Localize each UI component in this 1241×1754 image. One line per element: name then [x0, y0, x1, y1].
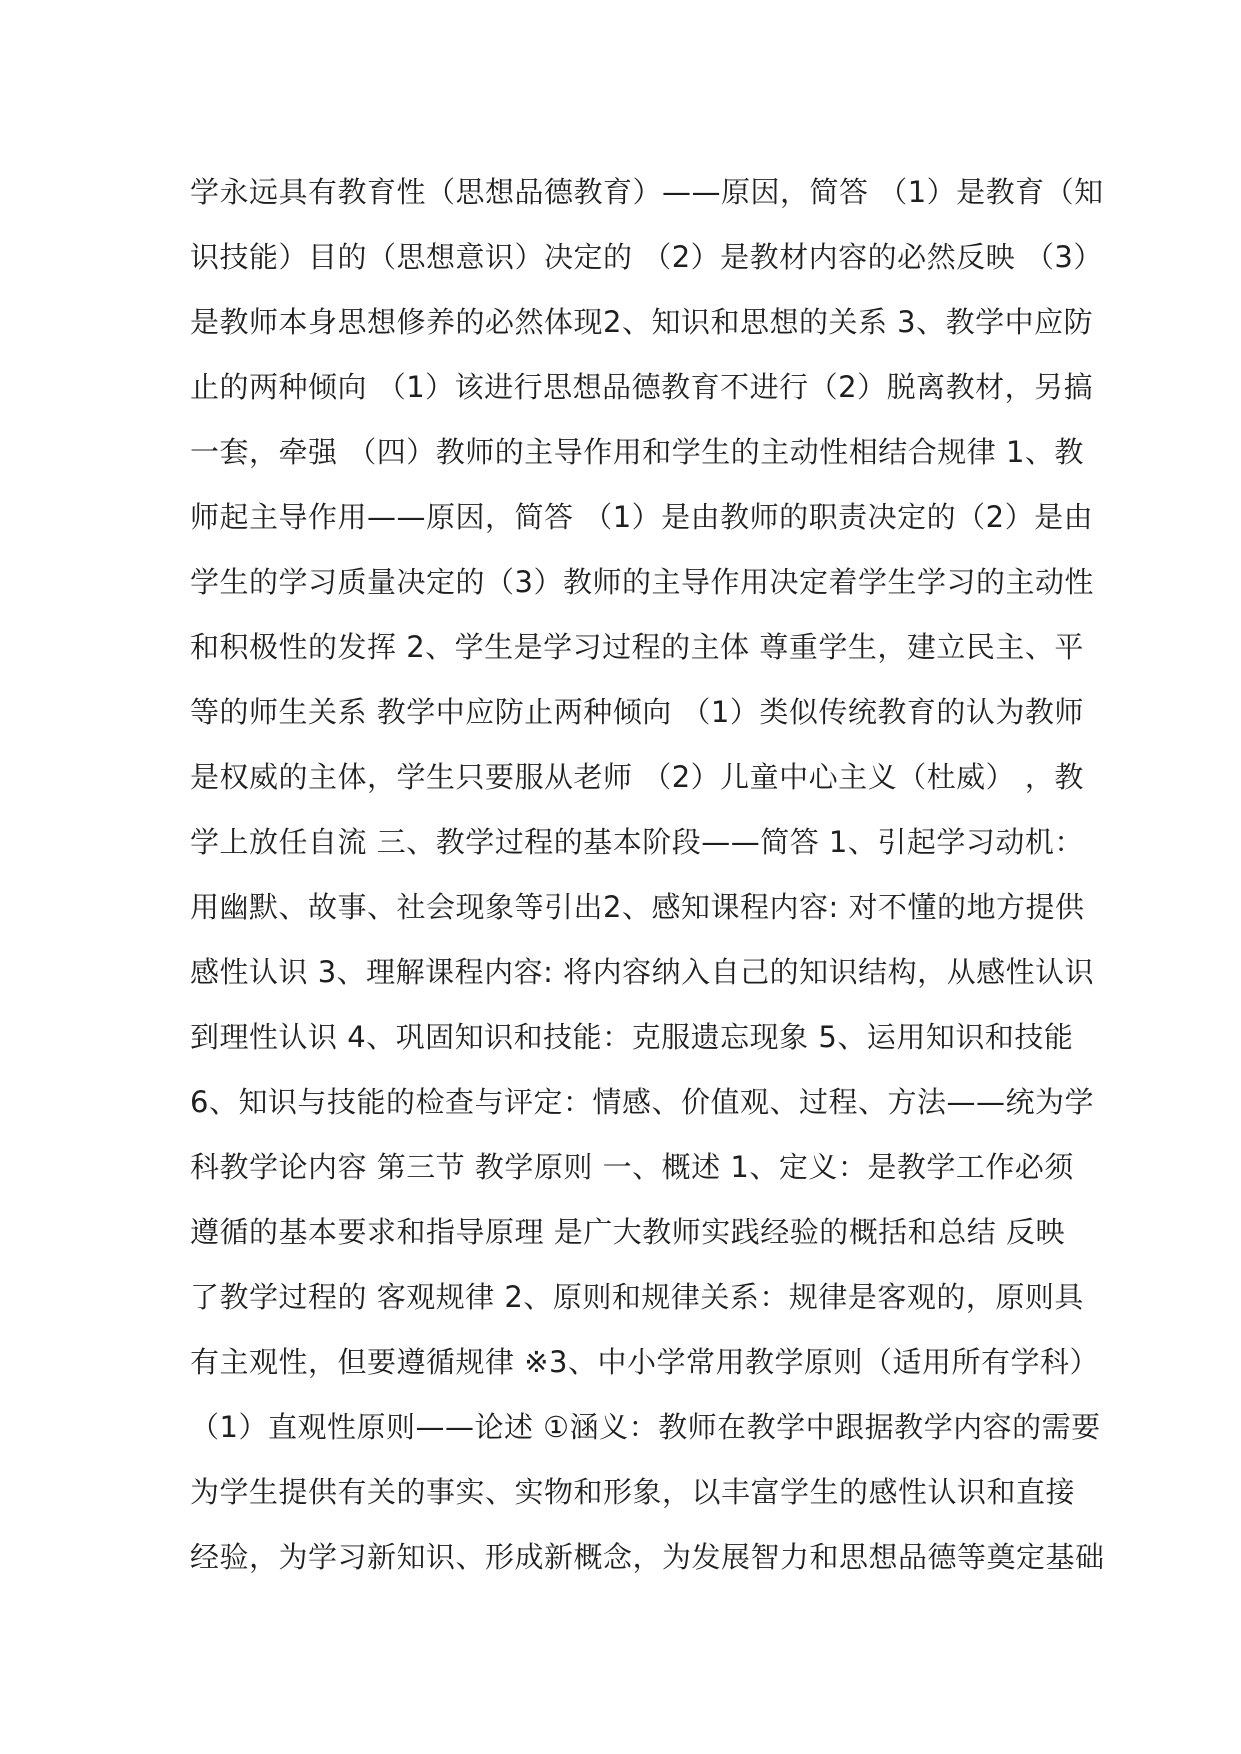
text-line: 科教学论内容 第三节 教学原则 一、概述 1、定义：是教学工作必须	[190, 1150, 1074, 1184]
text-line: 有主观性，但要遵循规律 ※3、中小学常用教学原则（适用所有学科）	[190, 1345, 1099, 1379]
text-line: 是权威的主体，学生只要服从老师 （2）儿童中心主义（杜威） ，教	[190, 760, 1084, 794]
text-line: 了教学过程的 客观规律 2、原则和规律关系：规律是客观的，原则具	[190, 1280, 1084, 1314]
text-line: 用幽默、故事、社会现象等引出2、感知课程内容: 对不懂的地方提供	[190, 890, 1085, 924]
text-line: 一套，牵强 （四）教师的主导作用和学生的主动性相结合规律 1、教	[190, 435, 1084, 469]
text-line: 师起主导作用——原因，简答 （1）是由教师的职责决定的（2）是由	[190, 500, 1094, 534]
text-line: 为学生提供有关的事实、实物和形象，以丰富学生的感性认识和直接	[190, 1475, 1076, 1509]
text-line: （1）直观性原则——论述 ①涵义：教师在教学中跟据教学内容的需要	[190, 1410, 1101, 1444]
text-line: 学永远具有教育性（思想品德教育）——原因，简答 （1）是教育（知	[190, 175, 1104, 209]
text-line: 识技能）目的（思想意识）决定的 （2）是教材内容的必然反映 （3）	[190, 240, 1103, 274]
body-text	[190, 160, 1105, 1590]
text-line: 和积极性的发挥 2、学生是学习过程的主体 尊重学生，建立民主、平	[190, 630, 1084, 664]
text-line: 学生的学习质量决定的（3）教师的主导作用决定着学生学习的主动性	[190, 565, 1094, 599]
text-line: 学上放任自流 三、教学过程的基本阶段——简答 1、引起学习动机：	[190, 825, 1084, 859]
text-line: 等的师生关系 教学中应防止两种倾向 （1）类似传统教育的认为教师	[190, 695, 1084, 729]
text-line: 是教师本身思想修养的必然体现2、知识和思想的关系 3、教学中应防	[190, 305, 1094, 339]
text-line: 6、知识与技能的检查与评定：情感、价值观、过程、方法——统为学	[190, 1085, 1094, 1119]
text-line: 到理性认识 4、巩固知识和技能：克服遗忘现象 5、运用知识和技能	[190, 1020, 1074, 1054]
text-line: 感性认识 3、理解课程内容: 将内容纳入自己的知识结构，从感性认识	[190, 955, 1095, 989]
text-line: 止的两种倾向 （1）该进行思想品德教育不进行（2）脱离教材，另搞	[190, 370, 1094, 404]
text-line: 遵循的基本要求和指导原理 是广大教师实践经验的概括和总结 反映	[190, 1215, 1065, 1249]
text-line: 经验，为学习新知识、形成新概念，为发展智力和思想品德等奠定基础	[190, 1540, 1105, 1574]
